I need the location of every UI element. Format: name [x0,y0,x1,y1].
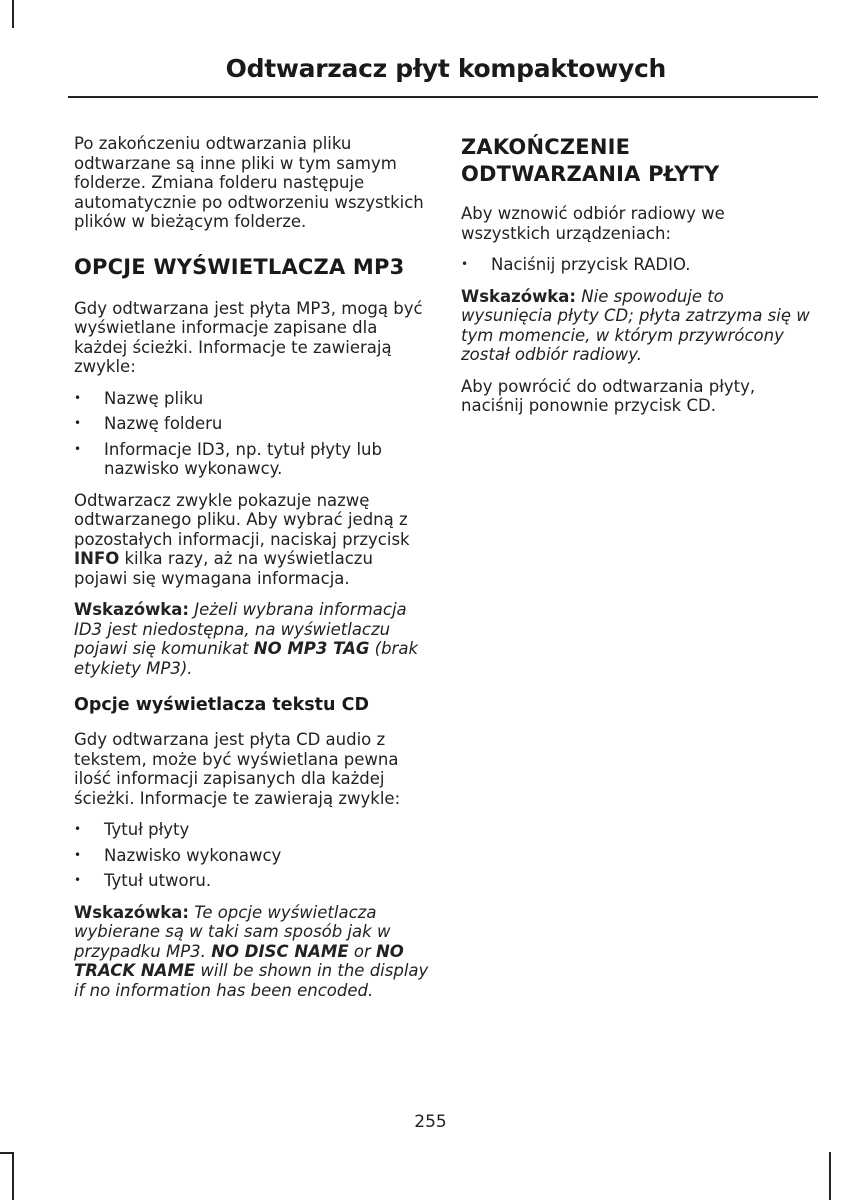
list-item: • Nazwisko wykonawcy [74,846,430,866]
resume-radio-paragraph: Aby wznowić odbiór radiowy we wszystkich urządzeniach: [461,204,725,243]
right-column [461,134,817,428]
list-item: • Tytuł płyty [74,820,430,840]
stop-playback-heading: ZAKOŃCZENIE ODTWARZANIA PŁYTY [461,135,720,186]
note-label: Wskazówka: [461,286,577,306]
crop-mark-top-left [12,0,14,28]
note-label: Wskazówka: [74,600,190,619]
note-cd-text: Wskazówka: Te opcje wyświetlacza wybierane są w taki sam sposób jak w przypadku MP3. NO DISC NAME or NO TRACK NAME will be shown in the display if no information has been encoded. [74,902,429,1000]
resume-radio-list [461,255,817,275]
crop-mark-bottom-left-v [12,1152,14,1200]
list-item: • Naciśnij przycisk RADIO. [461,255,817,275]
mp3-options-heading: OPCJE WYŚWIETLACZA MP3 [74,254,405,279]
page-title: Odtwarzacz płyt kompaktowych [225,54,666,83]
mp3-paragraph: Gdy odtwarzana jest płyta MP3, mogą być wyświetlane informacje zapisane dla każdej ścieżki. Informacje te zawierają zwykle: [74,298,423,376]
cd-paragraph: Gdy odtwarzana jest płyta CD audio z tekstem, może być wyświetlana pewna ilość informacji zapisanych dla każdej ścieżki. Informacje te zawierają zwykle: [74,730,401,808]
no-disc-name-text: NO DISC NAME [211,941,349,961]
note-mp3-tag: Wskazówka: Jeżeli wybrana informacja ID3 jest niedostępna, na wyświetlaczu pojawi się komunikat NO MP3 TAG (brak etykiety MP3). [74,600,418,678]
list-item: • Nazwę folderu [74,414,430,434]
list-item: • Informacje ID3, np. tytuł płyty lub nazwisko wykonawcy. [74,440,430,479]
cd-text-options-heading: Opcje wyświetlacza tekstu CD [74,695,369,715]
crop-mark-bottom-right [829,1152,831,1200]
note-radio: Wskazówka: Nie spowoduje to wysunięcia płyty CD; płyta zatrzyma się w tym momencie, w którym przywrócony został odbiór radiowy. [461,286,810,364]
info-button-label: INFO [74,549,120,568]
resume-cd-paragraph: Aby powrócić do odtwarzania płyty, naciśnij ponownie przycisk CD. [461,376,756,415]
header-divider [68,96,818,98]
no-mp3-tag-text: NO MP3 TAG [253,639,370,658]
no-track-name-text: NO TRACK NAME [74,941,404,980]
intro-paragraph: Po zakończeniu odtwarzania pliku odtwarzane są inne pliki w tym samym folderze. Zmiana folderu następuje automatycznie po odtworzeniu wszystkich plików w bieżącym folderze. [74,134,424,231]
note-label: Wskazówka: [74,902,190,922]
list-item: • Tytuł utworu. [74,871,430,891]
cd-info-list [74,820,430,891]
list-item: • Nazwę pliku [74,389,430,409]
info-paragraph: Odtwarzacz zwykle pokazuje nazwę odtwarzanego pliku. Aby wybrać jedną z pozostałych informacji, naciskaj przycisk INFO kilka razy, aż na wyświetlaczu pojawi się wymagana informacja. [74,490,410,588]
mp3-info-list [74,389,430,479]
left-column [74,134,430,1012]
page-number: 255 [414,1112,447,1132]
